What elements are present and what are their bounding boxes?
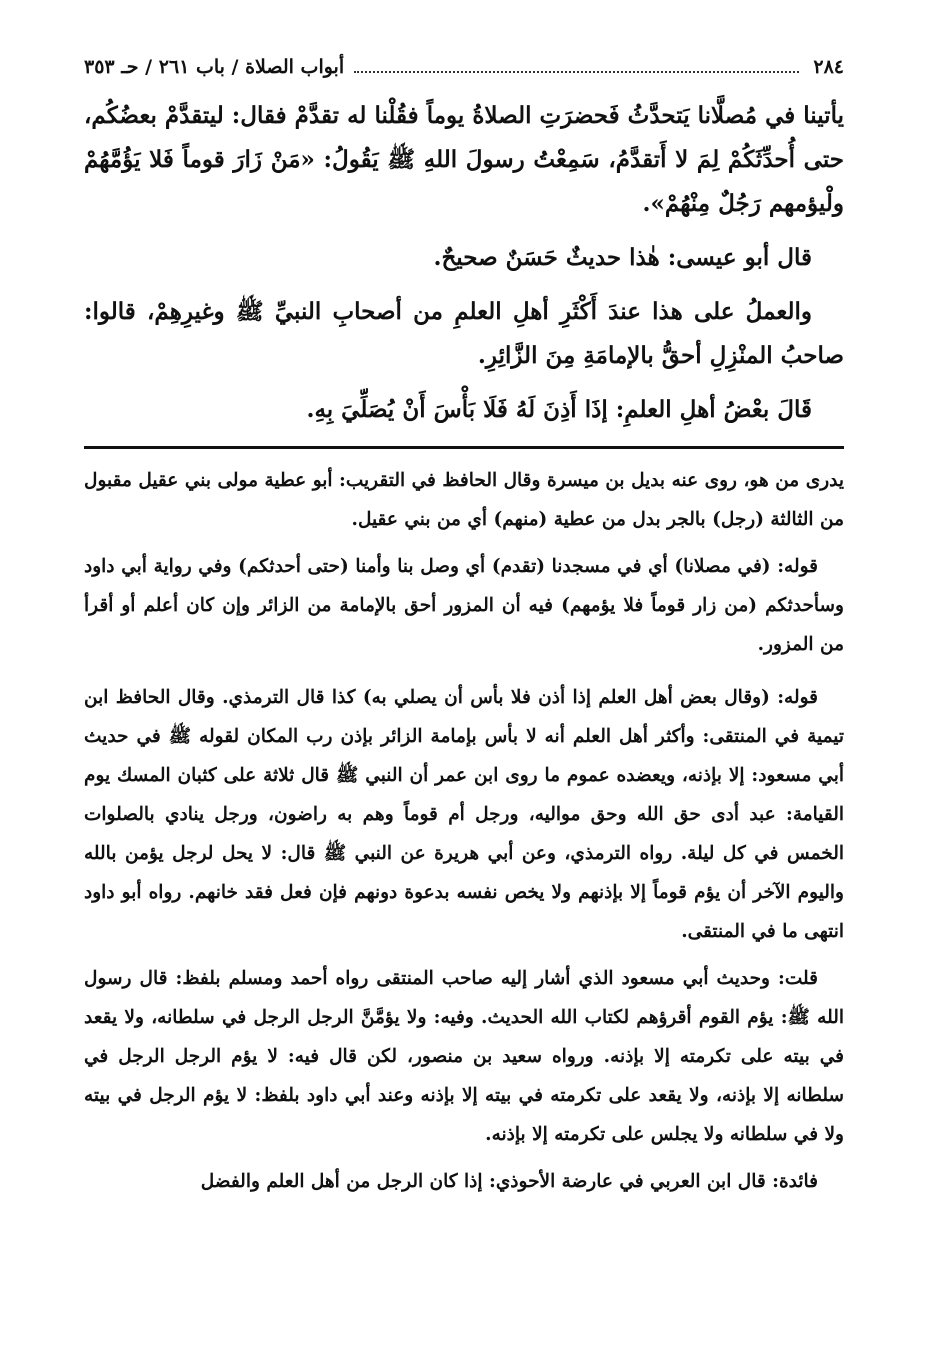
main-paragraph-1: يأتينا في مُصلَّانا يَتحدَّثُ فَحضرَتِ الصلاةُ يوماً فقُلْنا له تقدَّمْ فقال: ليتقدَّمْ بعضُكُم، حتى أُحدِّثَكُمْ لِمَ لا أَتقدَّمُ، سَمِعْتُ رسولَ اللهِ ﷺ يَقُولُ: «مَنْ زَارَ قوماً فَلا يَؤُمَّهُمْ ولْيؤمهم رَجُلٌ مِنْهُمْ». — [84, 102, 844, 217]
commentary-paragraph-4: قلت: وحديث أبي مسعود الذي أشار إليه صاحب المنتقى رواه أحمد ومسلم بلفظ: قال رسول الله ﷺ: يؤم القوم أقرؤهم لكتاب الله الحديث. وفيه: ولا يؤمَّنَّ الرجل الرجل في سلطانه، ولا يقعد في بيته على تكرمته إلا بإذنه. ورواه سعيد بن منصور، لكن قال فيه: لا يؤم الرجل الرجل في سلطانه إلا بإذنه، ولا يقعد على تكرمته في بيته إلا بإذنه وعند أبي داود بلفظ: لا يؤم الرجل في بيته ولا في سلطانه ولا يجلس على تكرمته إلا بإذنه. — [84, 968, 844, 1145]
commentary — [84, 461, 844, 1201]
page-number: ٢٨٤ — [813, 56, 844, 78]
header-dotted-leader — [354, 70, 799, 73]
commentary-separator-line — [84, 446, 844, 449]
commentary-paragraph-1: يدرى من هو، روى عنه بديل بن ميسرة وقال الحافظ في التقريب: أبو عطية مولى بني عقيل مقبول من الثالثة (رجل) بالجر بدل من عطية (منهم) أي من بني عقيل. — [84, 470, 844, 530]
main-paragraph-4: قَالَ بعْضُ أهلِ العلمِ: إذَا أَذِنَ لَهُ فَلَا بَأْسَ أَنْ يُصَلِّيَ بِهِ. — [306, 396, 812, 423]
main-paragraph-3: والعملُ على هذا عندَ أَكْثَرِ أهلِ العلمِ من أصحابِ النبيِّ ﷺ وغيرِهِمْ، قالوا: صاحبُ المنْزِلِ أحقُّ بالإمامَةِ مِنَ الزَّائِرِ. — [84, 298, 844, 369]
page-header — [84, 56, 844, 90]
main-paragraph-2: قال أبو عيسى: هٰذا حديثٌ حَسَنٌ صحيحٌ. — [433, 244, 812, 271]
commentary-paragraph-2: قوله: (في مصلانا) أي في مسجدنا (تقدم) أي وصل بنا وأمنا (حتى أحدثكم) وفي رواية أبي داود وسأحدثكم (من زار قوماً فلا يؤمهم) فيه أن المزور أحق بالإمامة من الزائر وإن كان أعلم أو أقرأ من المزور. — [84, 556, 844, 655]
book-page — [84, 56, 844, 1209]
main-text — [84, 94, 844, 432]
commentary-paragraph-3: قوله: (وقال بعض أهل العلم إذا أذن فلا بأس أن يصلي به) كذا قال الترمذي. وقال الحافظ ابن تيمية في المنتقى: وأكثر أهل العلم أنه لا بأس بإمامة الزائر بإذن رب المكان لقوله ﷺ في حديث أبي مسعود: إلا بإذنه، ويعضده عموم ما روى ابن عمر أن النبي ﷺ قال ثلاثة على كثبان المسك يوم القيامة: عبد أدى حق الله وحق مواليه، ورجل أم قوماً وهم به راضون، ورجل ينادي بالصلوات الخمس في كل ليلة. رواه الترمذي، وعن أبي هريرة عن النبي ﷺ قال: لا يحل لرجل يؤمن بالله واليوم الآخر أن يؤم قوماً إلا بإذنهم ولا يخص نفسه بدعوة دونهم فإن فعل فقد خانهم. رواه أبو داود انتهى ما في المنتقى. — [84, 687, 844, 942]
commentary-paragraph-5: فائدة: قال ابن العربي في عارضة الأحوذي: إذا كان الرجل من أهل العلم والفضل — [200, 1171, 818, 1192]
running-title: أبواب الصلاة / باب ٢٦١ / حـ ٣٥٣ — [84, 56, 345, 78]
